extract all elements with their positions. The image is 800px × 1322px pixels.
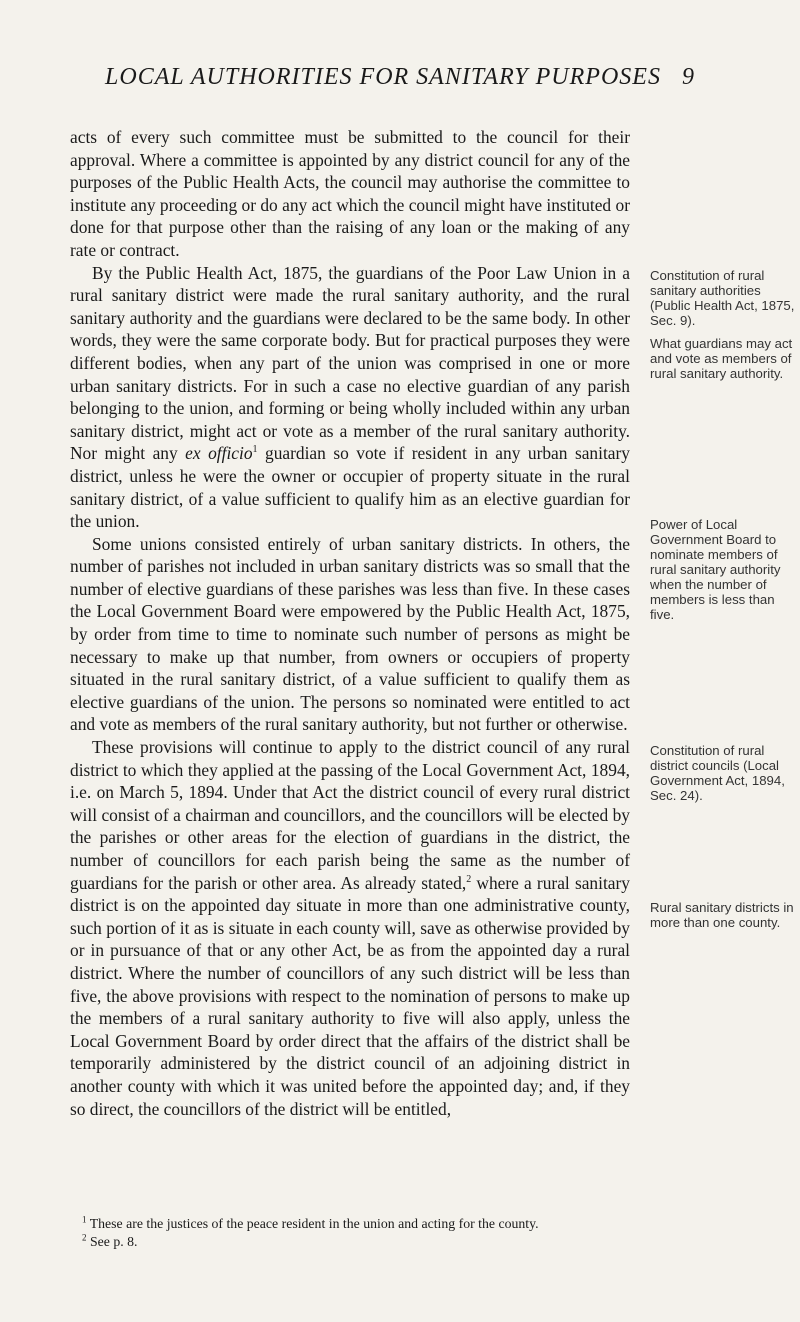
footnote-2 bbox=[70, 1233, 630, 1251]
footnote-1-text: These are the justices of the peace resident in the union and acting for the county. bbox=[89, 1216, 539, 1231]
footnote-mark-1: 1 bbox=[82, 1214, 87, 1225]
margin-note-3: Power of Local Government Board to nominate members of rural sanitary authority when the number of members is less than five. bbox=[650, 517, 781, 622]
paragraph-4-text-b: where a rural sanitary district is on the appointed day situate in more than one administrative county, such portion of it as is situate in each county will, save as otherwise provided by or in pursuance of that or any other Act, be as from the appointed day a rural district. Where the number of councillors of any such district will be less than five, the above provisions with respect to the nomination of persons to make up the members of a rural sanitary authority to five will also apply, unless the Local Government Board by order direct that the affairs of the district shall be temporarily administered by the district council of an adjoining district in another county with which it was united before the appointed day; and, if they so direct, the councillors of the district will be entitled, bbox=[70, 872, 630, 1119]
footnote-ref-1: 1 bbox=[252, 444, 258, 456]
page-number: 9 bbox=[681, 64, 695, 90]
paragraph-1: acts of every such committee must be submitted to the council for their approval. Where a committee is appointed by any district council for any of the purposes of the Public Health Acts, the council may authorise the committee to institute any proceeding or do any act which the council might have instituted or done for that purpose other than the raising of any loan or the making of any rate or contract. bbox=[70, 127, 630, 260]
margin-note-1: Constitution of rural sanitary authorities (Public Health Act, 1875, Sec. 9). bbox=[650, 268, 795, 328]
footnote-mark-2: 2 bbox=[82, 1232, 87, 1243]
main-text bbox=[70, 126, 630, 1120]
paragraph-4-text-a: These provisions will continue to apply to the district council of any rural district to which they applied at the passing of the Local Government Act, 1894, i.e. on March 5, 1894. Under that Act the district council of every rural district will consist of a chairman and councillors, and the councillors will be elected by the parishes or other areas for the election of guardians in the district, the number of councillors for each parish being the same as the number of guardians for the parish or other area. As already stated, bbox=[70, 737, 630, 893]
paragraph-2 bbox=[70, 262, 630, 533]
footnote-2-text: See p. 8. bbox=[89, 1234, 138, 1249]
paragraph-2-text-b: guardian so vote if resident in any urban sanitary district, unless he were the owner or occupier of property situate in the rural sanitary district, of a value sufficient to qualify him as an elective guardian for the union. bbox=[70, 443, 630, 532]
running-header bbox=[0, 64, 800, 91]
footnote-ref-2: 2 bbox=[466, 873, 472, 885]
paragraph-4 bbox=[70, 736, 630, 1120]
paragraph-3: Some unions consisted entirely of urban sanitary districts. In others, the number of parishes not included in urban sanitary districts was so small that the number of elective guardians of these parishes was less than five. In these cases the Local Government Board were empowered by the Public Health Act, 1875, by order from time to time to nominate such number of persons as might be necessary to make up that number, from owners or occupiers of property situated in the rural sanitary district, of a value sufficient to qualify them as elective guardians of the union. The persons so nominated were entitled to act and vote as members of the rural sanitary authority, but not further or otherwise. bbox=[70, 533, 630, 735]
ex-officio-term: ex officio bbox=[185, 443, 253, 464]
margin-note-4: Constitution of rural district councils (Local Government Act, 1894, Sec. 24). bbox=[650, 743, 785, 803]
margin-note-2: What guardians may act and vote as members of rural sanitary authority. bbox=[650, 336, 793, 381]
running-title: LOCAL AUTHORITIES FOR SANITARY PURPOSES bbox=[105, 64, 661, 90]
paragraph-2-text-a: By the Public Health Act, 1875, the guardians of the Poor Law Union in a rural sanitary district were made the rural sanitary authority, and the rural sanitary authority and the guardians were declared to be the same body. In other words, they were the same corporate body. But for practical purposes they were different bodies, when any part of the union was comprised in one or more urban sanitary districts. For in such a case no elective guardian of any parish belonging to the union, and forming or being wholly included within any urban sanitary district, might act or vote as a member of the rural sanitary authority. Nor might any bbox=[70, 262, 630, 464]
margin-note-5: Rural sanitary districts in more than one county. bbox=[650, 900, 794, 930]
footnote-1 bbox=[70, 1215, 630, 1233]
footnotes bbox=[70, 1215, 630, 1251]
